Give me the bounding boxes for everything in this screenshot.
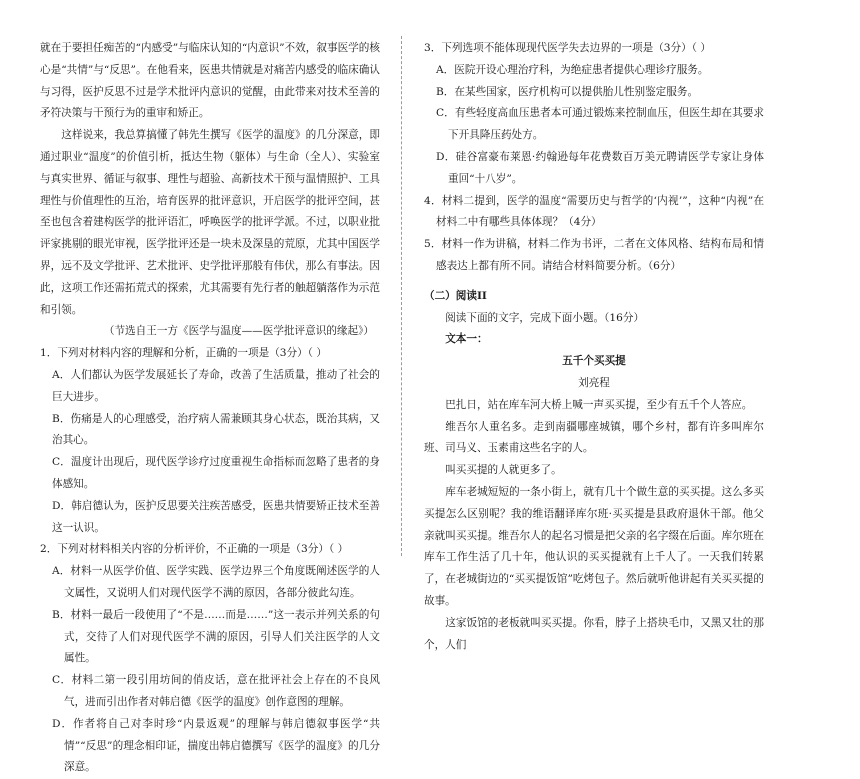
- option-b: B．在某些国家，医疗机构可以提供胎儿性别鉴定服务。: [436, 85, 699, 98]
- option-a: A．材料一从医学价值、医学实践、医学边界三个角度既阐述医学的人文属性，又说明人们对现代医学不满的原因，各部分彼此勾连。: [52, 565, 380, 599]
- option-d: D．韩启德认为，医护反思要关注疾苦感受，医患共情要矫正技术至善这一认识。: [52, 499, 380, 534]
- question-stem: 3．下列选项不能体现现代医学失去边界的一项是（3分）（ ）: [424, 42, 711, 54]
- question-2: [40, 539, 380, 779]
- left-column: [40, 38, 380, 779]
- source-citation: （节选自王一方《医学与温度——医学批评意识的缘起》）: [103, 325, 374, 338]
- story-paragraph: 这家饭馆的老板就叫买买提。你看，脖子上搭块毛巾，又黑又壮的那个，人们: [424, 616, 764, 651]
- story-title: 五千个买买提: [562, 355, 626, 368]
- story-paragraph: 库车老城短短的一条小街上，就有几十个做生意的买买提。这么多买买提怎么区别呢？我的维语翻译库尔班·买买提是县政府退休干部。他父亲就叫买买提。维吾尔人的起名习惯是把父亲的名字缀在后面。库尔班在库车工作生活了几十年，他认识的买买提就有上千人了。一天我们转累了，在老城街边的“买买提饭馆”吃烤包子。然后就听他讲起有关买买提的故事。: [424, 485, 764, 607]
- passage-paragraph: 这样说来，我总算搞懂了韩先生撰写《医学的温度》的几分深意，即通过职业“温度”的价值引析，抵达生物（躯体）与生命（全人）、实验室与真实世界、循证与叙事、理性与超验、高新技术干预与温情照护、工具理性与价值理性的互治，培育医界的批评意识，开启医学的批评空间，甚至也包含着建构医学的批评语汇，呼唤医学的批评学派。不过，以职业批评家挑剔的眼光审视，医学批评还是一块未及深垦的荒原，尤其中国医学界，远不及文学批评、艺术批评、史学批评那般有伟伏，那么有事法。因此，这项工作还需拓荒式的探索，尤其需要有先行者的触超躺落作为示范和引领。: [40, 129, 380, 316]
- option-d: D．硅谷富豪布莱恩·约翰逊每年花费数百万美元聘请医学专家让身体重回“十八岁”。: [436, 150, 764, 185]
- option-b: B．材料一最后一段使用了“不是……而是……”这一表示并列关系的句式，交待了人们对现代医学不满的原因，引导人们关注医学的人文属性。: [52, 608, 380, 665]
- question-1: [40, 343, 380, 539]
- question-4: 4．材料二提到，医学的温度“需要历史与哲学的‘内视’”，这种“内视”在材料二中有哪些具体体现？（4分）: [424, 194, 764, 229]
- question-5: 5．材料一作为讲稿，材料二作为书评，二者在文体风格、结构布局和情感表达上都有所不同。请结合材料简要分析。（6分）: [424, 238, 764, 272]
- story-paragraph: 维吾尔人重名多。走到南疆哪座城镇，哪个乡村，都有许多叫库尔班、司马义、玉素甫这些名字的人。: [424, 420, 764, 455]
- option-c: C．温度计出现后，现代医学诊疗过度重视生命指标而忽略了患者的身体感知。: [52, 456, 380, 490]
- option-b: B．伤痛是人的心理感受，治疗病人需兼顾其身心状态，既治其病，又治其心。: [52, 412, 380, 447]
- option-a: A．人们都认为医学发展延长了寿命，改善了生活质量，推动了社会的巨大进步。: [52, 368, 380, 403]
- option-d: D．作者将自己对李时珍“内景返观”的理解与韩启德叙事医学“共情”“反思”的理念相印证，揣度出韩启德撰写《医学的温度》的几分深意。: [52, 717, 380, 774]
- story-paragraph: 叫买买提的人就更多了。: [445, 464, 562, 477]
- story-author: 刘亮程: [578, 376, 610, 389]
- story-paragraph: 巴扎日，站在库车河大桥上喊一声买买提，至少有五千个人答应。: [445, 398, 753, 411]
- option-c: C．材料二第一段引用坊间的俏皮话，意在批评社会上存在的不良风气，进而引出作者对韩启德《医学的温度》创作意图的理解。: [52, 674, 380, 708]
- option-a: A．医院开设心理治疗科，为绝症患者提供心理诊疗服务。: [436, 63, 709, 76]
- question-3: [424, 38, 764, 191]
- passage-paragraph: 就在于要担任痴苦的“内感受”与临床认知的“内意识”不效，叙事医学的核心是“共情”与“反思”。在他看来，医患共情就是对痛苦内感受的临床确认与习得，医护反思不过是学术批评内意识的觉醒，由此带来对技术至善的矛符决策与干预行为的重审和矫正。: [40, 42, 380, 120]
- column-divider: [401, 36, 402, 556]
- section-heading: （二）阅读II: [424, 289, 487, 302]
- text-label: 文本一：: [445, 333, 488, 346]
- reading-instruction: 阅读下面的文字，完成下面小题。（16分）: [445, 311, 645, 324]
- question-stem: 2．下列对材料相关内容的分析评价，不正确的一项是（3分）（ ）: [40, 543, 349, 556]
- right-column: [424, 38, 764, 656]
- option-c: C．有些轻度高血压患者本可通过锻炼来控制血压，但医生却在其要求下开具降压药处方。: [436, 107, 764, 142]
- question-stem: 1．下列对材料内容的理解和分析，正确的一项是（3分）（ ）: [40, 347, 327, 360]
